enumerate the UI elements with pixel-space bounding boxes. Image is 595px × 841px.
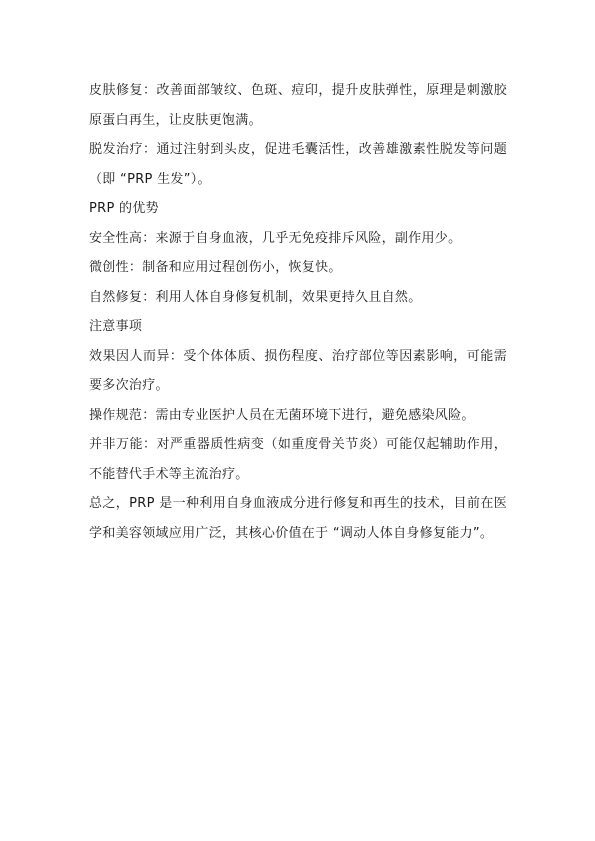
- paragraph-conclusion: 总之，PRP 是一种利用自身血液成分进行修复和再生的技术，目前在医学和美容领域应用广泛，其核心价值在于 “调动人体自身修复能力”。: [89, 496, 507, 541]
- heading-precautions: 注意事项: [89, 319, 143, 334]
- paragraph-individual-results: 效果因人而异：受个体体质、损伤程度、治疗部位等因素影响，可能需要多次治疗。: [89, 348, 507, 393]
- paragraph-minimally-invasive: 微创性：制备和应用过程创伤小，恢复快。: [89, 260, 342, 275]
- paragraph-safety: 安全性高：来源于自身血液，几乎无免疫排斥风险，副作用少。: [89, 230, 462, 246]
- paragraph-natural-repair: 自然修复：利用人体自身修复机制，效果更持久且自然。: [89, 289, 422, 305]
- paragraph-hair-loss: 脱发治疗：通过注射到头皮，促进毛囊活性，改善雄激素性脱发等问题（即 “PRP 生发”）。: [89, 142, 507, 187]
- paragraph-not-universal: 并非万能：对严重器质性病变（如重度骨关节炎）可能仅起辅助作用，不能替代手术等主流治疗。: [89, 437, 507, 482]
- heading-advantages: PRP 的优势: [89, 201, 159, 216]
- paragraph-operation-standards: 操作规范：需由专业医护人员在无菌环境下进行，避免感染风险。: [89, 407, 475, 423]
- paragraph-skin-repair: 皮肤修复：改善面部皱纹、色斑、痘印，提升皮肤弹性，原理是刺激胶原蛋白再生，让皮肤更饱满。: [89, 83, 507, 128]
